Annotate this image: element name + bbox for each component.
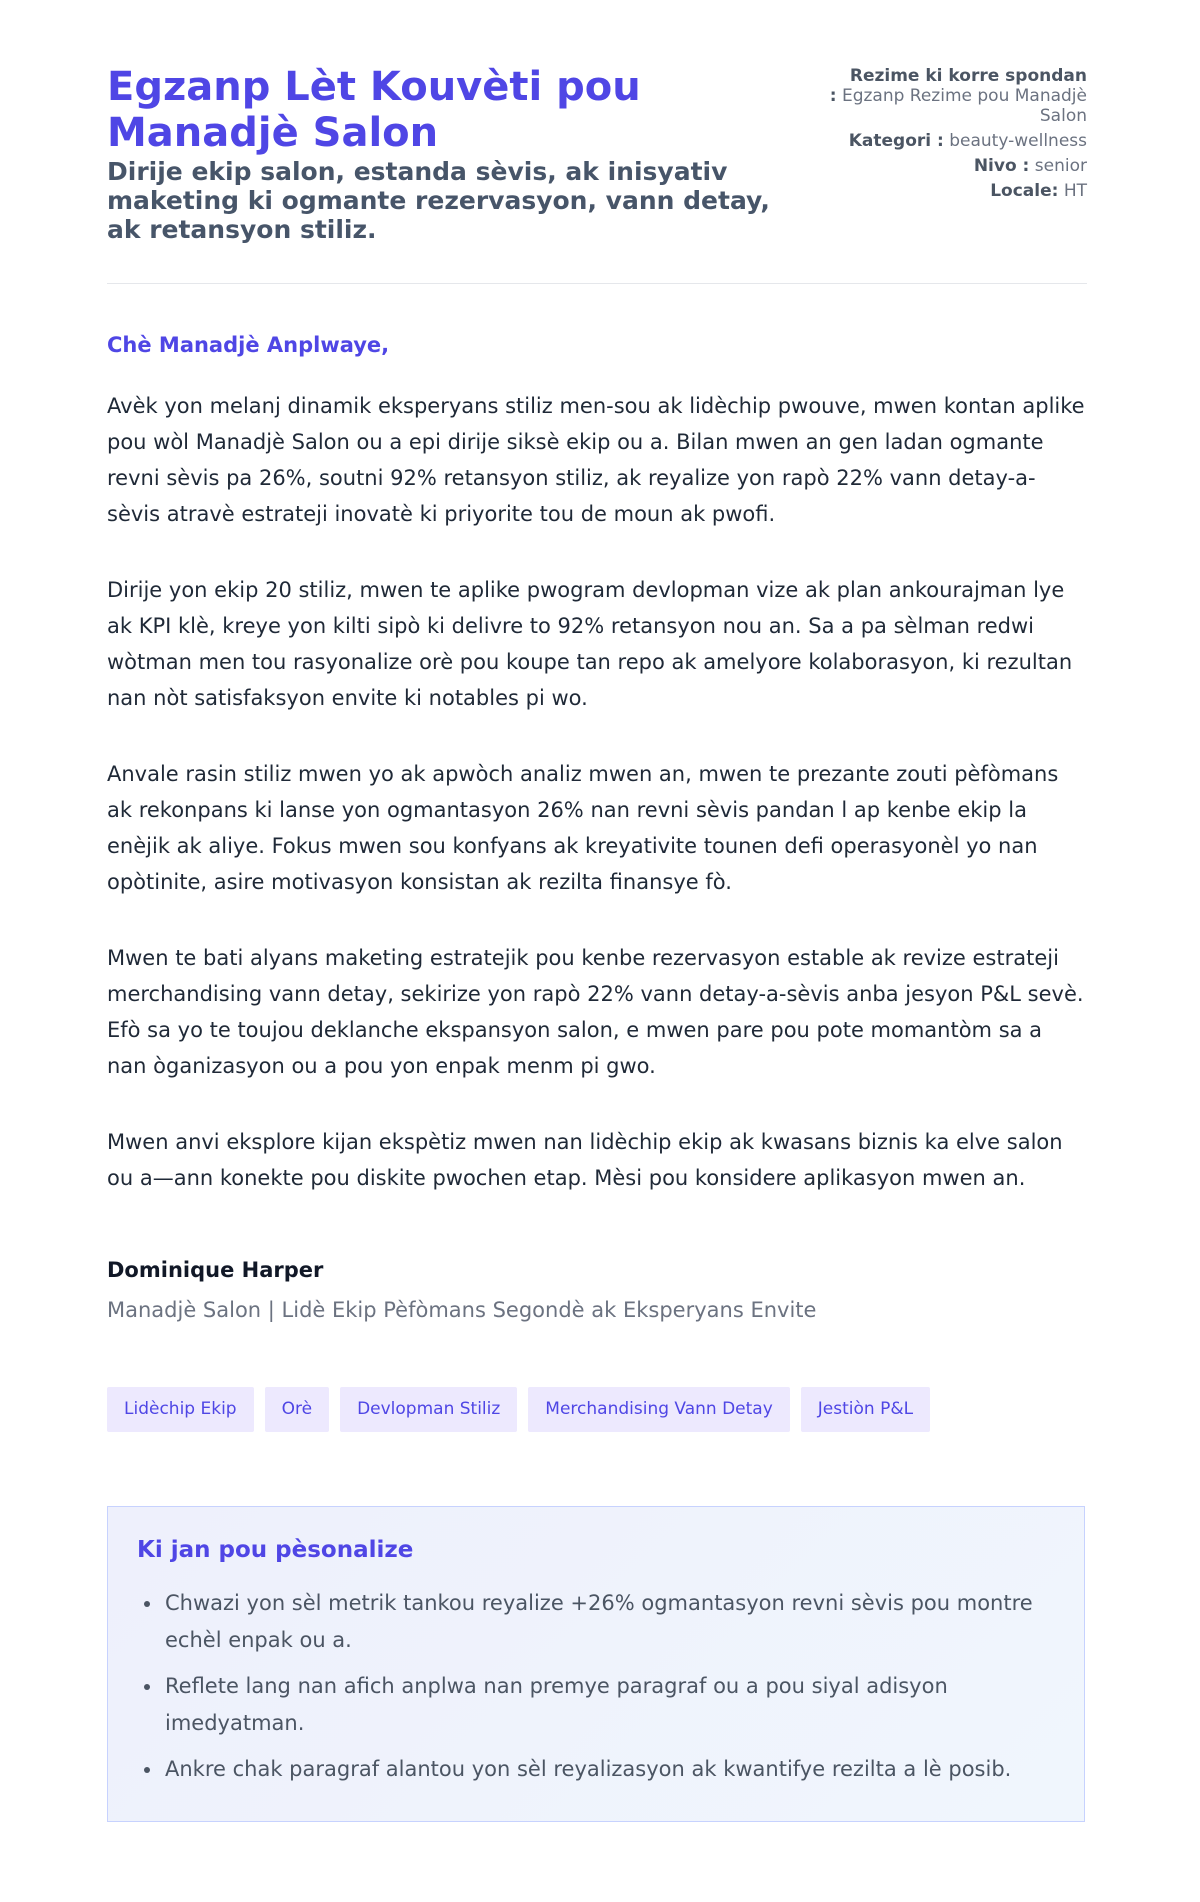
letter-paragraph: Anvale rasin stiliz mwen yo ak apwòch analiz mwen an, mwen te prezante zouti pèfòmans ak rekonpans ki lanse yon ogmantasyon 26% nan revni sèvis pandan l ap kenbe ekip la enèjik ak aliye. Fokus mwen sou konfyans ak kreyativite tounen defi operasyonèl yo nan opòtinite, asire motivasyon konsistan ak rezilta finansye fò. — [107, 762, 1059, 894]
skill-tag: Orè — [265, 1387, 329, 1432]
letter-paragraph: Mwen anvi eksplore kijan ekspètiz mwen nan lidèchip ekip ak kwasans biznis ka elve salon ou a—ann konekte pou diskite pwochen etap. Mèsi pou konsidere aplikasyon mwen an. — [107, 1130, 1063, 1190]
meta-summary-separator: : — [829, 86, 837, 106]
meta-summary-label: Rezime ki korre spondan — [849, 66, 1087, 86]
meta-summary-link[interactable]: Egzanp Rezime pou Manadjè Salon — [841, 86, 1087, 126]
tip-item: • Ankre chak paragraf alantou yon sèl reyalizasyon ak kwantifye rezilta a lè posib. — [163, 1751, 1047, 1788]
signature-title: Manadjè Salon | Lidè Ekip Pèfòmans Segondè ak Eksperyans Envite — [107, 1298, 817, 1322]
letter-paragraph: Dirije yon ekip 20 stiliz, mwen te aplike pwogram devlopman vize ak plan ankourajman lye ak KPI klè, kreye yon kilti sipò ki delivre to 92% retansyon nou an. Sa a pa sèlman redwi wòtman men tou rasyonalize orè pou koupe tan repo ak amelyore kolaborasyon, ki rezultan nan nòt satisfaksyon envite ki notables pi wo. — [107, 578, 1073, 710]
page-title: Egzanp Lèt Kouvèti pou Manadjè Salon — [107, 64, 641, 156]
signature-name: Dominique Harper — [107, 1258, 324, 1282]
skill-tag: Devlopman Stiliz — [340, 1387, 517, 1432]
customization-tips-panel — [107, 1506, 1085, 1822]
skill-tag: Merchandising Vann Detay — [528, 1387, 790, 1432]
meta-category-value: beauty-wellness — [949, 131, 1087, 151]
tips-list — [137, 1585, 1047, 1797]
letter-paragraph: Mwen te bati alyans maketing estratejik pou kenbe rezervasyon estable ak revize estrateji merchandising vann detay, sekirize yon rapò 22% vann detay-a-sèvis anba jesyon P&L sevè. Efò sa yo te toujou deklanche ekspansyon salon, e mwen pare pou pote momantòm sa a nan òganizasyon ou a pou yon enpak menm pi gwo. — [107, 946, 1084, 1078]
meta-level — [797, 156, 1087, 176]
meta-category — [797, 131, 1087, 151]
tip-item: • Reflete lang nan afich anplwa nan premye paragraf ou a pou siyal adisyon imedyatman. — [163, 1668, 1047, 1742]
meta-level-value: senior — [1034, 156, 1087, 176]
tips-title: Ki jan pou pèsonalize — [137, 1537, 414, 1563]
tip-item: • Chwazi yon sèl metrik tankou reyalize +26% ogmantasyon revni sèvis pou montre echèl enpak ou a. — [163, 1585, 1047, 1659]
meta-level-label: Nivo : — [973, 156, 1030, 176]
page-header — [107, 64, 1087, 284]
meta-category-label: Kategori : — [848, 131, 944, 151]
meta-summary — [797, 66, 1087, 126]
signature-block — [107, 1255, 1087, 1325]
letter-paragraph: Avèk yon melanj dinamik eksperyans stiliz men-sou ak lidèchip pwouve, mwen kontan aplike pou wòl Manadjè Salon ou a epi dirije siksè ekip ou a. Bilan mwen an gen ladan ogmante revni sèvis pa 26%, soutni 92% retansyon stiliz, ak reyalize yon rapò 22% vann detay-a-sèvis atravè estrateji inovatè ki priyorite tou de moun ak pwofi. — [107, 394, 1085, 526]
header-divider — [107, 283, 1087, 284]
skill-tag: Lidèchip Ekip — [107, 1387, 254, 1432]
skill-tags — [107, 1387, 1087, 1432]
page-subtitle: Dirije ekip salon, estanda sèvis, ak inisyativ maketing ki ogmante rezervasyon, vann detay, ak retansyon stiliz. — [107, 157, 770, 244]
salutation: Chè Manadjè Anplwaye, — [107, 333, 390, 357]
letter-body — [107, 330, 1087, 1236]
meta-panel — [797, 66, 1087, 206]
meta-locale — [797, 181, 1087, 201]
skill-tag: Jestiòn P&L — [801, 1387, 930, 1432]
meta-locale-label: Locale: — [990, 181, 1059, 201]
meta-locale-value: HT — [1063, 181, 1087, 201]
